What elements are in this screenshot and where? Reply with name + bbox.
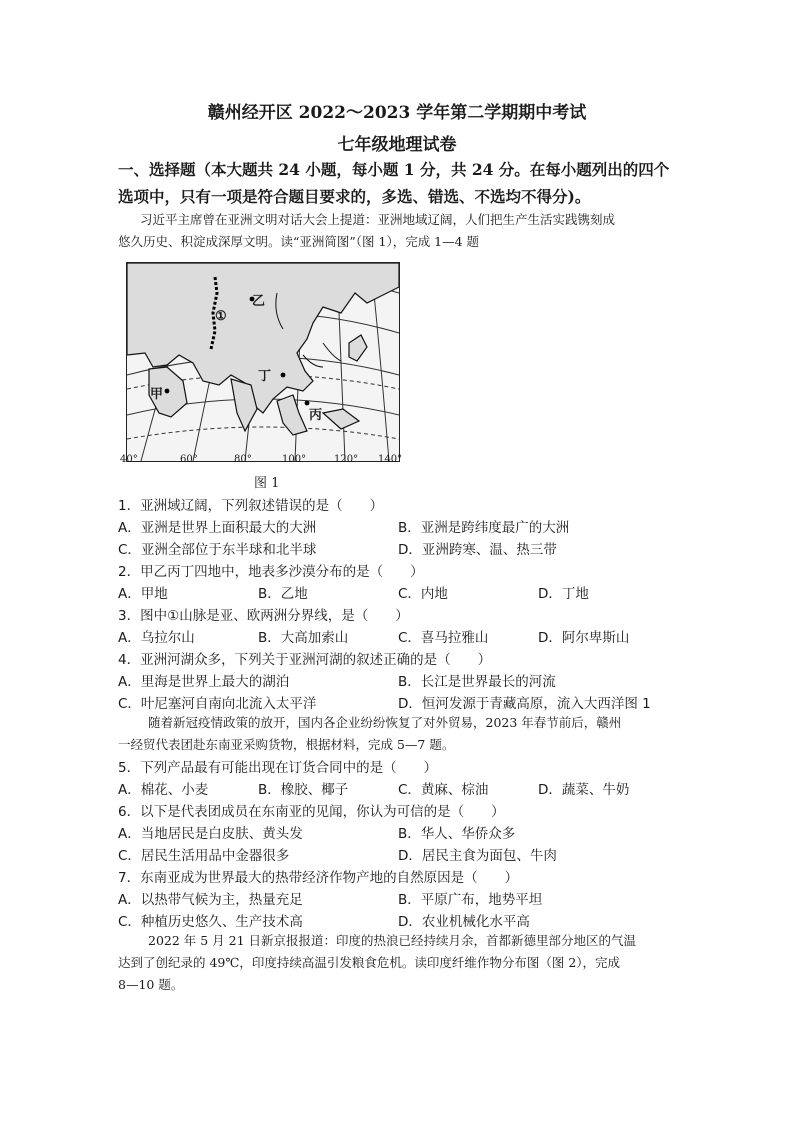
question-7-option-d[interactable]: D．农业机械化水平高 <box>398 914 530 930</box>
map-tick-100: 100° <box>282 454 307 465</box>
map-tick-120: 120° <box>334 454 359 465</box>
question-4-stem: 4．亚洲河湖众多，下列关于亚洲河湖的叙述正确的是（ ） <box>118 652 492 668</box>
map-tick-60: 60° <box>180 454 198 465</box>
question-5-option-d[interactable]: D．蔬菜、牛奶 <box>538 782 630 798</box>
question-7-option-b[interactable]: B．平原广布，地势平坦 <box>398 892 543 908</box>
map-label-mountain: ① <box>215 309 227 324</box>
page-title: 赣州经开区 2022～2023 学年第二学期期中考试 <box>207 103 587 123</box>
section-heading-line2: 选项中，只有一项是符合题目要求的，多选、错选、不选均不得分)。 <box>118 187 591 206</box>
question-2-stem: 2．甲乙丙丁四地中，地表多沙漠分布的是（ ） <box>118 564 424 580</box>
question-2-option-b[interactable]: B．乙地 <box>258 586 308 602</box>
map-label-jia: 甲 <box>150 387 164 402</box>
question-3-option-a[interactable]: A．乌拉尔山 <box>118 630 195 646</box>
section-heading <box>118 156 678 210</box>
intro-paragraph-3 <box>118 930 678 996</box>
intro-3-line1: 2022 年 5 月 21 日新京报报道：印度的热浪已经持续月余，首都新德里部分地区的气温 <box>148 933 637 948</box>
question-6-option-c[interactable]: C．居民生活用品中金器很多 <box>118 848 290 864</box>
question-4-option-d[interactable]: D．恒河发源于青藏高原，流入大西洋图 1 <box>398 696 651 712</box>
question-1-stem: 1．亚洲域辽阔，下列叙述错误的是（ ） <box>118 498 384 514</box>
question-3-option-d[interactable]: D．阿尔卑斯山 <box>538 630 630 646</box>
question-3-stem: 3．图中①山脉是亚、欧两洲分界线，是（ ） <box>118 608 409 624</box>
map-tick-80: 80° <box>234 454 252 465</box>
question-5-option-a[interactable]: A．棉花、小麦 <box>118 782 209 798</box>
question-4-option-c[interactable]: C．叶尼塞河自南向北流入太平洋 <box>118 696 317 712</box>
question-3-option-c[interactable]: C．喜马拉雅山 <box>398 630 489 646</box>
intro-3-line3: 8—10 题。 <box>118 977 184 992</box>
question-4-option-a[interactable]: A．里海是世界上最大的湖泊 <box>118 674 290 690</box>
question-2-option-a[interactable]: A．甲地 <box>118 586 168 602</box>
map-tick-40: 40° <box>120 454 138 465</box>
intro-2-line1: 随着新冠疫情政策的放开，国内各企业纷纷恢复了对外贸易，2023 年春节前后，赣州 <box>148 715 622 730</box>
intro-3-line2: 达到了创纪录的 49℃，印度持续高温引发粮食危机。读印度纤维作物分布图（图 2），完成 <box>118 955 621 970</box>
question-6-stem: 6．以下是代表团成员在东南亚的见闻，你认为可信的是（ ） <box>118 804 505 820</box>
question-5-option-b[interactable]: B．橡胶、椰子 <box>258 782 349 798</box>
question-1-option-c[interactable]: C．亚洲全部位于东半球和北半球 <box>118 542 317 558</box>
intro-paragraph-2 <box>118 712 678 756</box>
question-6-option-d[interactable]: D．居民主食为面包、牛肉 <box>398 848 557 864</box>
question-5-option-c[interactable]: C．黄麻、棕油 <box>398 782 489 798</box>
question-6-option-b[interactable]: B．华人、华侨众多 <box>398 826 516 842</box>
question-4-option-b[interactable]: B．长江是世界最长的河流 <box>398 674 556 690</box>
question-6-option-a[interactable]: A．当地居民是白皮肤、黄头发 <box>118 826 303 842</box>
map-label-ding: 丁 <box>258 369 272 384</box>
question-1-option-d[interactable]: D．亚洲跨寒、温、热三带 <box>398 542 557 558</box>
intro-1-line1: 习近平主席曾在亚洲文明对话大会上提道：亚洲地域辽阔，人们把生产生活实践镌刻成 <box>140 212 616 227</box>
intro-paragraph-1 <box>118 209 678 253</box>
map-label-bing: 丙 <box>309 408 323 423</box>
question-7-stem: 7．东南亚成为世界最大的热带经济作物产地的自然原因是（ ） <box>118 870 519 886</box>
question-7-option-a[interactable]: A．以热带气候为主，热量充足 <box>118 892 303 908</box>
page-subtitle: 七年级地理试卷 <box>337 135 457 155</box>
question-2-option-d[interactable]: D．丁地 <box>538 586 589 602</box>
question-1-option-b[interactable]: B．亚洲是跨纬度最广的大洲 <box>398 520 570 536</box>
section-heading-line1: 一、选择题（本大题共 24 小题，每小题 1 分，共 24 分。在每小题列出的四个 <box>118 160 670 179</box>
map-label-yi: 乙 <box>252 294 266 309</box>
question-5-stem: 5．下列产品最有可能出现在订货合同中的是（ ） <box>118 760 438 776</box>
intro-1-line2: 悠久历史、积淀成深厚文明。读“亚洲简图”（图 1），完成 1—4 题 <box>118 234 480 249</box>
figure-1-caption: 图 1 <box>254 476 280 491</box>
map-tick-140: 140° <box>378 454 403 465</box>
question-1-option-a[interactable]: A．亚洲是世界上面积最大的大洲 <box>118 520 317 536</box>
question-2-option-c[interactable]: C．内地 <box>398 586 448 602</box>
intro-2-line2: 一经贸代表团赴东南亚采购货物，根据材料，完成 5—7 题。 <box>118 737 455 752</box>
question-3-option-b[interactable]: B．大高加索山 <box>258 630 349 646</box>
question-7-option-c[interactable]: C．种植历史悠久、生产技术高 <box>118 914 303 930</box>
